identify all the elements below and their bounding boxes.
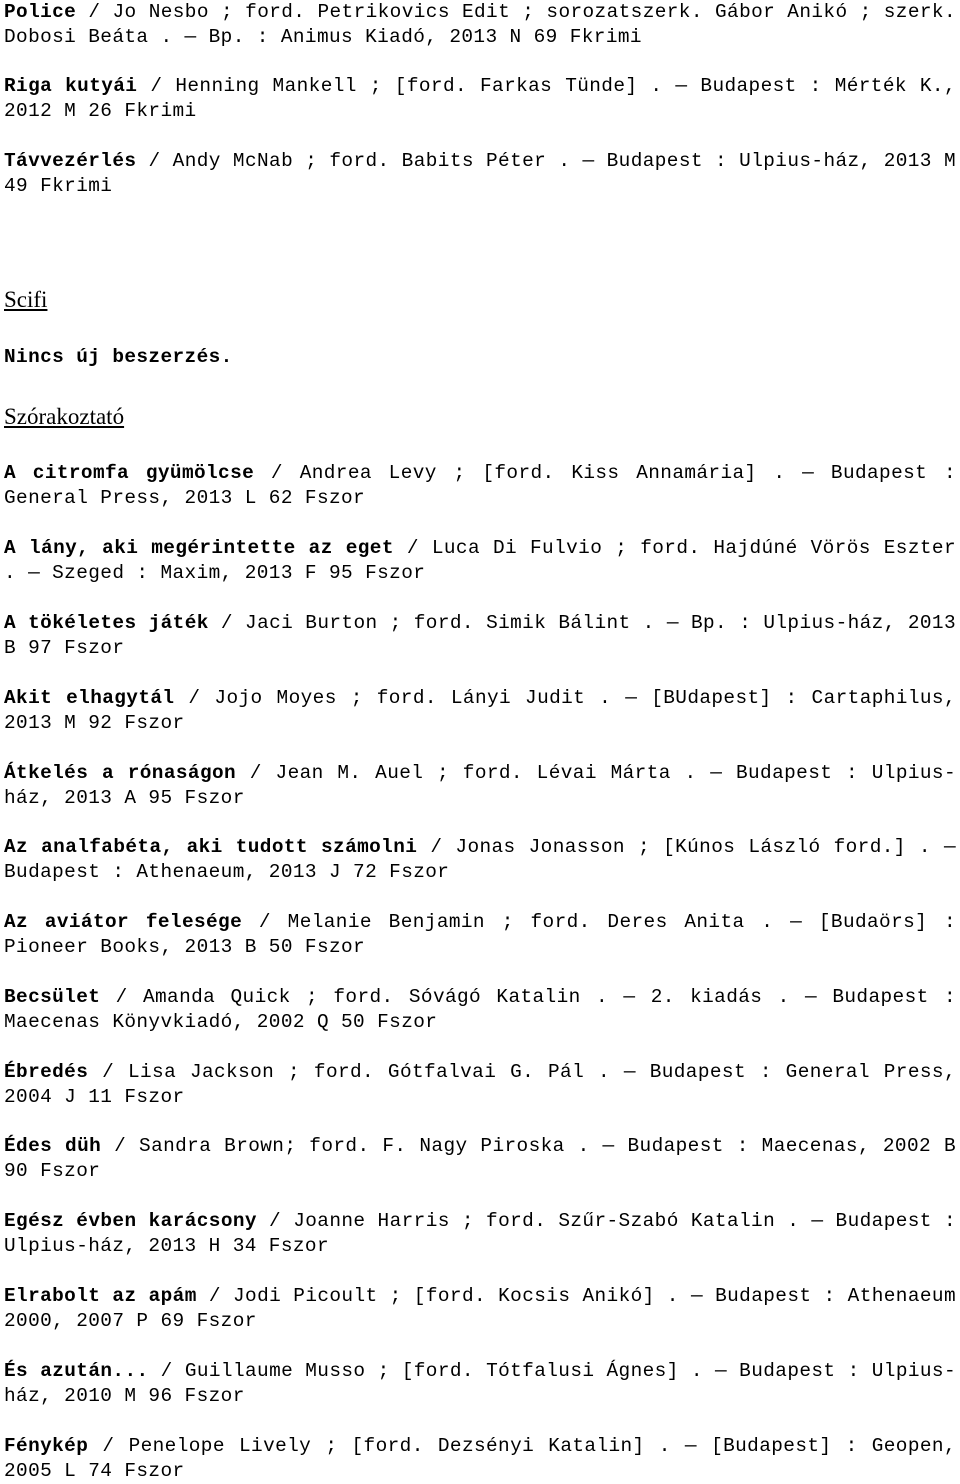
- section-heading-scifi: Scifi: [4, 287, 48, 312]
- entry-details: / Penelope Lively ; [ford. Dezsényi Katalin] . — [Budapest] : Geopen, 2005 L 74 Fszor: [4, 1435, 956, 1482]
- catalog-entry: [4, 1134, 956, 1184]
- entry-details: / Jojo Moyes ; ford. Lányi Judit . — [BUdapest] : Cartaphilus, 2013 M 92 Fszor: [4, 687, 956, 734]
- catalog-entry: [4, 536, 956, 586]
- entry-details: / Lisa Jackson ; ford. Gótfalvai G. Pál . — Budapest : General Press, 2004 J 11 Fszor: [4, 1061, 956, 1108]
- entry-title: Az analfabéta, aki tudott számolni: [4, 836, 418, 858]
- entry-title: Police: [4, 1, 77, 23]
- entry-title: Becsület: [4, 986, 101, 1008]
- entry-title: Az aviátor felesége: [4, 911, 243, 933]
- entry-details: / Luca Di Fulvio ; ford. Hajdúné Vörös Eszter . — Szeged : Maxim, 2013 F 95 Fszor: [4, 537, 956, 584]
- entry-title: Akit elhagytál: [4, 687, 175, 709]
- entry-title: Elrabolt az apám: [4, 1285, 197, 1307]
- entry-title: Távvezérlés: [4, 150, 137, 172]
- catalog-entry: [4, 461, 956, 511]
- entry-title: Riga kutyái: [4, 75, 138, 97]
- entry-details: / Jaci Burton ; ford. Simik Bálint . — Bp. : Ulpius-ház, 2013 B 97 Fszor: [4, 612, 957, 659]
- entry-details: / Andrea Levy ; [ford. Kiss Annamária] . — Budapest : General Press, 2013 L 62 Fszor: [4, 462, 956, 509]
- catalog-entry: [4, 74, 956, 124]
- catalog-entry: [4, 1284, 956, 1334]
- entry-details: / Henning Mankell ; [ford. Farkas Tünde] . — Budapest : Mérték K., 2012 M 26 Fkrimi: [4, 75, 956, 122]
- entry-title: És azután...: [4, 1360, 149, 1382]
- catalog-entry: [4, 1060, 956, 1110]
- entry-title: A citromfa gyümölcse: [4, 462, 255, 484]
- catalog-entry: [4, 149, 956, 199]
- catalog-entry: [4, 0, 956, 50]
- catalog-entry: [4, 1434, 956, 1484]
- entry-details: / Sandra Brown; ford. F. Nagy Piroska . — Budapest : Maecenas, 2002 B 90 Fszor: [4, 1135, 956, 1182]
- entry-title: A tökéletes játék: [4, 612, 209, 634]
- catalog-entry: [4, 910, 956, 960]
- catalog-entry: [4, 1209, 956, 1259]
- catalog-entry: [4, 686, 956, 736]
- entry-title: Fénykép: [4, 1435, 89, 1457]
- entry-details: / Guillaume Musso ; [ford. Tótfalusi Ágnes] . — Budapest : Ulpius-ház, 2010 M 96 Fszor: [4, 1360, 956, 1407]
- entry-title: Átkelés a rónaságon: [4, 762, 237, 784]
- catalog-entry: [4, 1359, 956, 1409]
- catalog-entry: [4, 611, 956, 661]
- entry-details: / Amanda Quick ; ford. Sóvágó Katalin . — 2. kiadás . — Budapest : Maecenas Könyvkiadó, 2002 Q 50 Fszor: [4, 986, 956, 1033]
- entry-details: / Jean M. Auel ; ford. Lévai Márta . — Budapest : Ulpius-ház, 2013 A 95 Fszor: [4, 762, 956, 809]
- entry-details: / Joanne Harris ; ford. Szűr-Szabó Katalin . — Budapest : Ulpius-ház, 2013 H 34 Fszor: [4, 1210, 956, 1257]
- section-note: Nincs új beszerzés.: [4, 346, 233, 368]
- section-heading-entertainment: Szórakoztató: [4, 404, 125, 429]
- entry-title: Ébredés: [4, 1061, 89, 1083]
- catalog-entry: [4, 985, 956, 1035]
- entry-details: / Jonas Jonasson ; [Kúnos László ford.] . — Budapest : Athenaeum, 2013 J 72 Fszor: [4, 836, 956, 883]
- entry-details: / Jo Nesbo ; ford. Petrikovics Edit ; sorozatszerk. Gábor Anikó ; szerk. Dobosi Beáta . — Bp. : Animus Kiadó, 2013 N 69 Fkrimi: [4, 1, 956, 48]
- entry-title: Egész évben karácsony: [4, 1210, 257, 1232]
- catalog-entry: [4, 761, 956, 811]
- entry-details: / Andy McNab ; ford. Babits Péter . — Budapest : Ulpius-ház, 2013 M 49 Fkrimi: [4, 150, 956, 197]
- entry-title: Édes düh: [4, 1135, 102, 1157]
- catalog-entry: [4, 835, 956, 885]
- entry-details: / Melanie Benjamin ; ford. Deres Anita . — [Budaörs] : Pioneer Books, 2013 B 50 Fszor: [4, 911, 956, 958]
- entry-details: / Jodi Picoult ; [ford. Kocsis Anikó] . — Budapest : Athenaeum 2000, 2007 P 69 Fszor: [4, 1285, 956, 1332]
- entry-title: A lány, aki megérintette az eget: [4, 537, 394, 559]
